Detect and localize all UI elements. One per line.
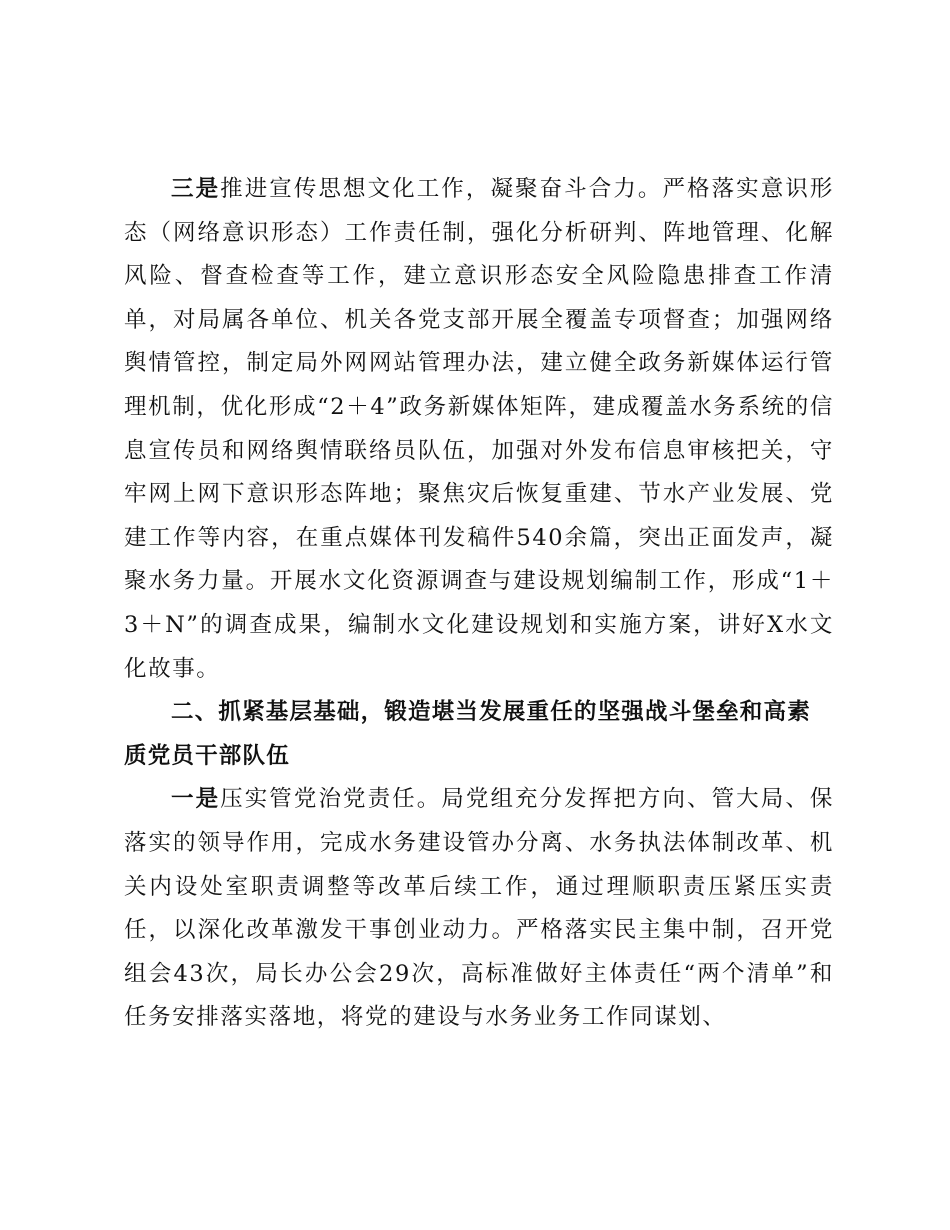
paragraph-lead: 一是 (171, 786, 221, 813)
section-heading: 二、抓紧基层基础，锻造堪当发展重任的坚强战斗堡垒和高素质党员干部队伍 (124, 699, 811, 769)
paragraph-lead: 三是 (171, 176, 221, 202)
document-page (124, 168, 834, 1040)
paragraph-body: 压实管党治党责任。局党组充分发挥把方向、管大局、保落实的领导作用，完成水务建设管办分离、水务执法体制改革、机关内设处室职责调整等改革后续工作，通过理顺职责压紧压实责任，以深化改革激发干事创业动力。严格落实民主集中制，召开党组会43次，局长办公会29次，高标准做好主体责任“两个清单”和任务安排落实落地，将党的建设与水务业务工作同谋划、 (124, 786, 834, 1031)
paragraph-propaganda-work (124, 168, 834, 691)
paragraph-party-responsibility (124, 778, 834, 1040)
paragraph-body: 推进宣传思想文化工作，凝聚奋斗合力。严格落实意识形态（网络意识形态）工作责任制，强化分析研判、阵地管理、化解风险、督查检查等工作，建立意识形态安全风险隐患排查工作清单，对局属各单位、机关各党支部开展全覆盖专项督查；加强网络舆情管控，制定局外网网站管理办法，建立健全政务新媒体运行管理机制，优化形成“2＋4”政务新媒体矩阵，建成覆盖水务系统的信息宣传员和网络舆情联络员队伍，加强对外发布信息审核把关，守牢网上网下意识形态阵地；聚焦灾后恢复重建、节水产业发展、党建工作等内容，在重点媒体刊发稿件540余篇，突出正面发声，凝聚水务力量。开展水文化资源调查与建设规划编制工作，形成“1＋3＋N”的调查成果，编制水文化建设规划和实施方案，讲好X水文化故事。 (124, 176, 834, 682)
